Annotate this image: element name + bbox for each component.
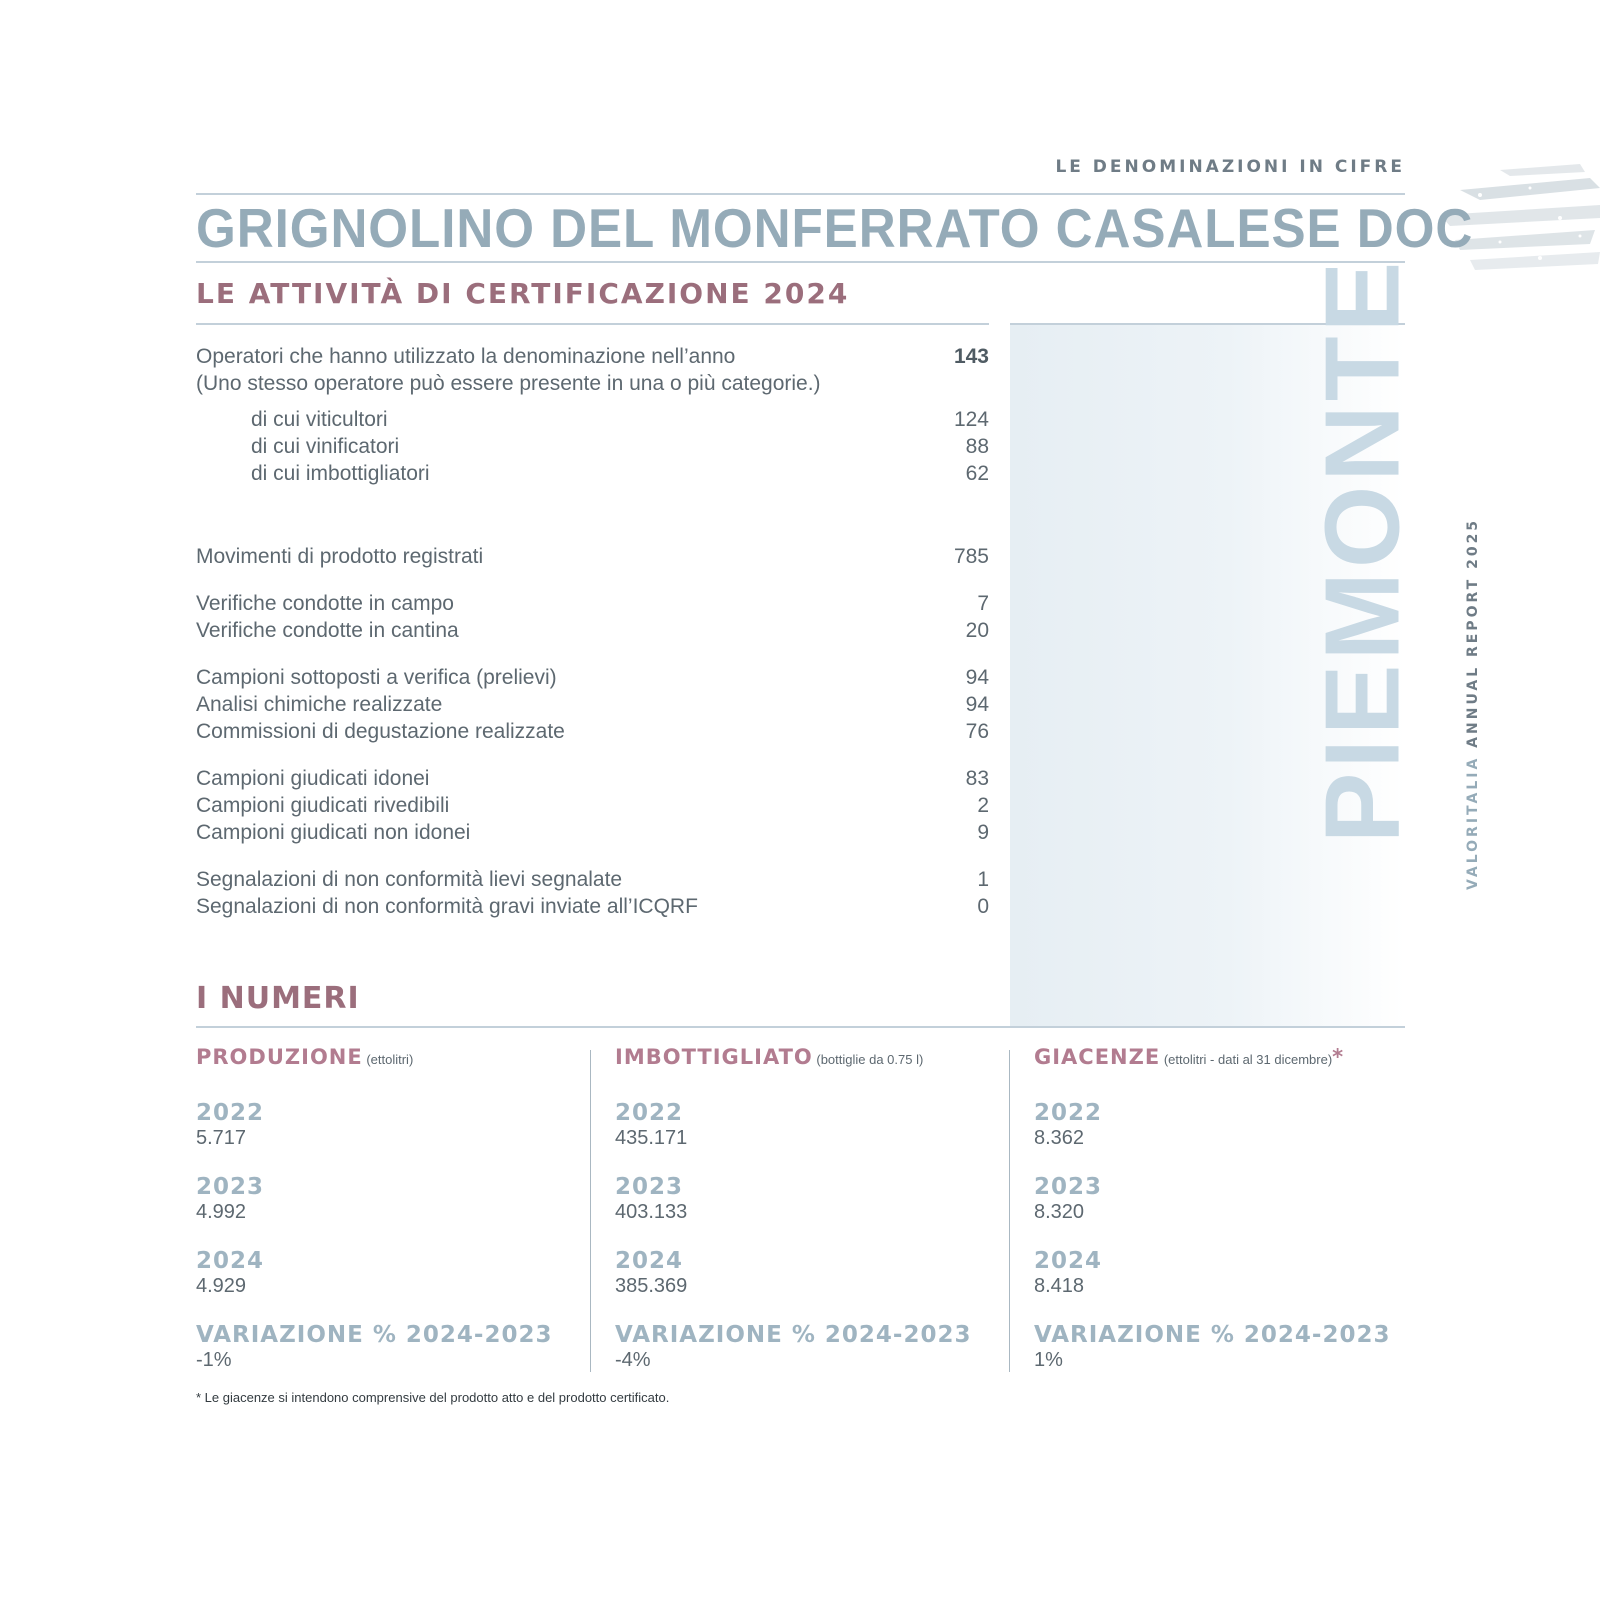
row-label: Campioni giudicati idonei [196, 767, 430, 790]
row-label: Campioni giudicati rivedibili [196, 794, 450, 817]
caption-brand: VALORITALIA [1465, 747, 1481, 890]
page-title: GRIGNOLINO DEL MONFERRATO CASALESE DOC [196, 197, 1474, 259]
row-value: 1 [977, 868, 989, 891]
region-name: PIEMONTE [1303, 257, 1422, 843]
title-rule-bottom [196, 261, 1405, 263]
year-label: 2023 [1034, 1174, 1103, 1200]
row-label: Segnalazioni di non conformità gravi inviate all’ICQRF [196, 895, 698, 918]
column-unit: (bottiglie da 0.75 l) [812, 1052, 924, 1067]
row-label: di cui imbottigliatori [251, 462, 430, 485]
operators-label: Operatori che hanno utilizzato la denominazione nell’anno [196, 345, 736, 368]
row-value: 88 [965, 435, 989, 458]
row-label: Analisi chimiche realizzate [196, 693, 443, 716]
section-label: LE DENOMINAZIONI IN CIFRE [1055, 157, 1405, 177]
stock-column [1034, 1045, 1429, 1371]
row-value: 62 [965, 462, 989, 485]
operators-note: (Uno stesso operatore può essere presente in una o più categorie.) [196, 372, 821, 395]
row-label: Movimenti di prodotto registrati [196, 545, 484, 568]
column-divider [590, 1050, 591, 1372]
variation-value: 1% [1034, 1349, 1063, 1371]
year-value: 8.418 [1034, 1275, 1085, 1297]
row-label: Campioni sottoposti a verifica (prelievi) [196, 666, 557, 689]
year-label: 2022 [1034, 1100, 1103, 1126]
report-caption [1465, 517, 1495, 890]
title-rule-top [196, 193, 1405, 195]
row-value: 9 [977, 821, 989, 844]
row-label: Campioni giudicati non idonei [196, 821, 471, 844]
column-footnote-mark: * [1332, 1045, 1344, 1069]
row-label: Segnalazioni di non conformità lievi segnalate [196, 868, 623, 891]
activities-rule [196, 323, 989, 325]
variation-value: -1% [196, 1349, 232, 1371]
year-value: 435.171 [615, 1127, 688, 1149]
row-value: 94 [965, 666, 989, 689]
year-value: 5.717 [196, 1127, 247, 1149]
row-value: 0 [977, 895, 989, 918]
region-label [1303, 257, 1422, 843]
variation-label: VARIAZIONE % 2024-2023 [1034, 1322, 1391, 1348]
row-value: 94 [965, 693, 989, 716]
row-value: 124 [953, 408, 989, 431]
row-label: Commissioni di degustazione realizzate [196, 720, 565, 743]
year-value: 8.320 [1034, 1201, 1085, 1223]
column-title: IMBOTTIGLIATO [615, 1045, 813, 1069]
year-label: 2024 [615, 1248, 684, 1274]
row-value: 2 [977, 794, 989, 817]
numbers-rule [196, 1026, 1405, 1028]
row-value: 20 [965, 619, 989, 642]
production-column [196, 1045, 591, 1371]
year-value: 8.362 [1034, 1127, 1085, 1149]
column-title: GIACENZE [1034, 1045, 1161, 1069]
bottled-column [615, 1045, 1010, 1371]
row-label: di cui vinificatori [251, 435, 400, 458]
numbers-title: I NUMERI [196, 981, 360, 1016]
year-label: 2023 [615, 1174, 684, 1200]
year-label: 2023 [196, 1174, 265, 1200]
year-value: 385.369 [615, 1275, 688, 1297]
variation-label: VARIAZIONE % 2024-2023 [196, 1322, 553, 1348]
column-header [1034, 1045, 1429, 1069]
column-divider [1009, 1050, 1010, 1372]
column-unit: (ettolitri) [362, 1052, 414, 1067]
operators-value: 143 [953, 345, 989, 368]
year-label: 2024 [196, 1248, 265, 1274]
variation-label: VARIAZIONE % 2024-2023 [615, 1322, 972, 1348]
row-label: Verifiche condotte in cantina [196, 619, 459, 642]
caption-title: ANNUAL REPORT 2025 [1465, 517, 1481, 748]
year-label: 2024 [1034, 1248, 1103, 1274]
row-value: 7 [977, 592, 989, 615]
column-unit: (ettolitri - dati al 31 dicembre) [1160, 1052, 1333, 1067]
year-value: 4.992 [196, 1201, 247, 1223]
row-value: 76 [965, 720, 989, 743]
row-label: di cui viticultori [251, 408, 388, 431]
operators-row [196, 343, 989, 397]
year-value: 4.929 [196, 1275, 247, 1297]
footnote: * Le giacenze si intendono comprensive del prodotto atto e del prodotto certificato. [196, 1390, 670, 1405]
row-value: 785 [953, 545, 989, 568]
row-label: Verifiche condotte in campo [196, 592, 454, 615]
activities-subtitle: LE ATTIVITÀ DI CERTIFICAZIONE 2024 [196, 277, 850, 310]
column-header [196, 1045, 591, 1069]
variation-value: -4% [615, 1349, 651, 1371]
year-label: 2022 [196, 1100, 265, 1126]
column-header [615, 1045, 1010, 1069]
row-value: 83 [965, 767, 989, 790]
column-title: PRODUZIONE [196, 1045, 363, 1069]
year-value: 403.133 [615, 1201, 688, 1223]
year-label: 2022 [615, 1100, 684, 1126]
